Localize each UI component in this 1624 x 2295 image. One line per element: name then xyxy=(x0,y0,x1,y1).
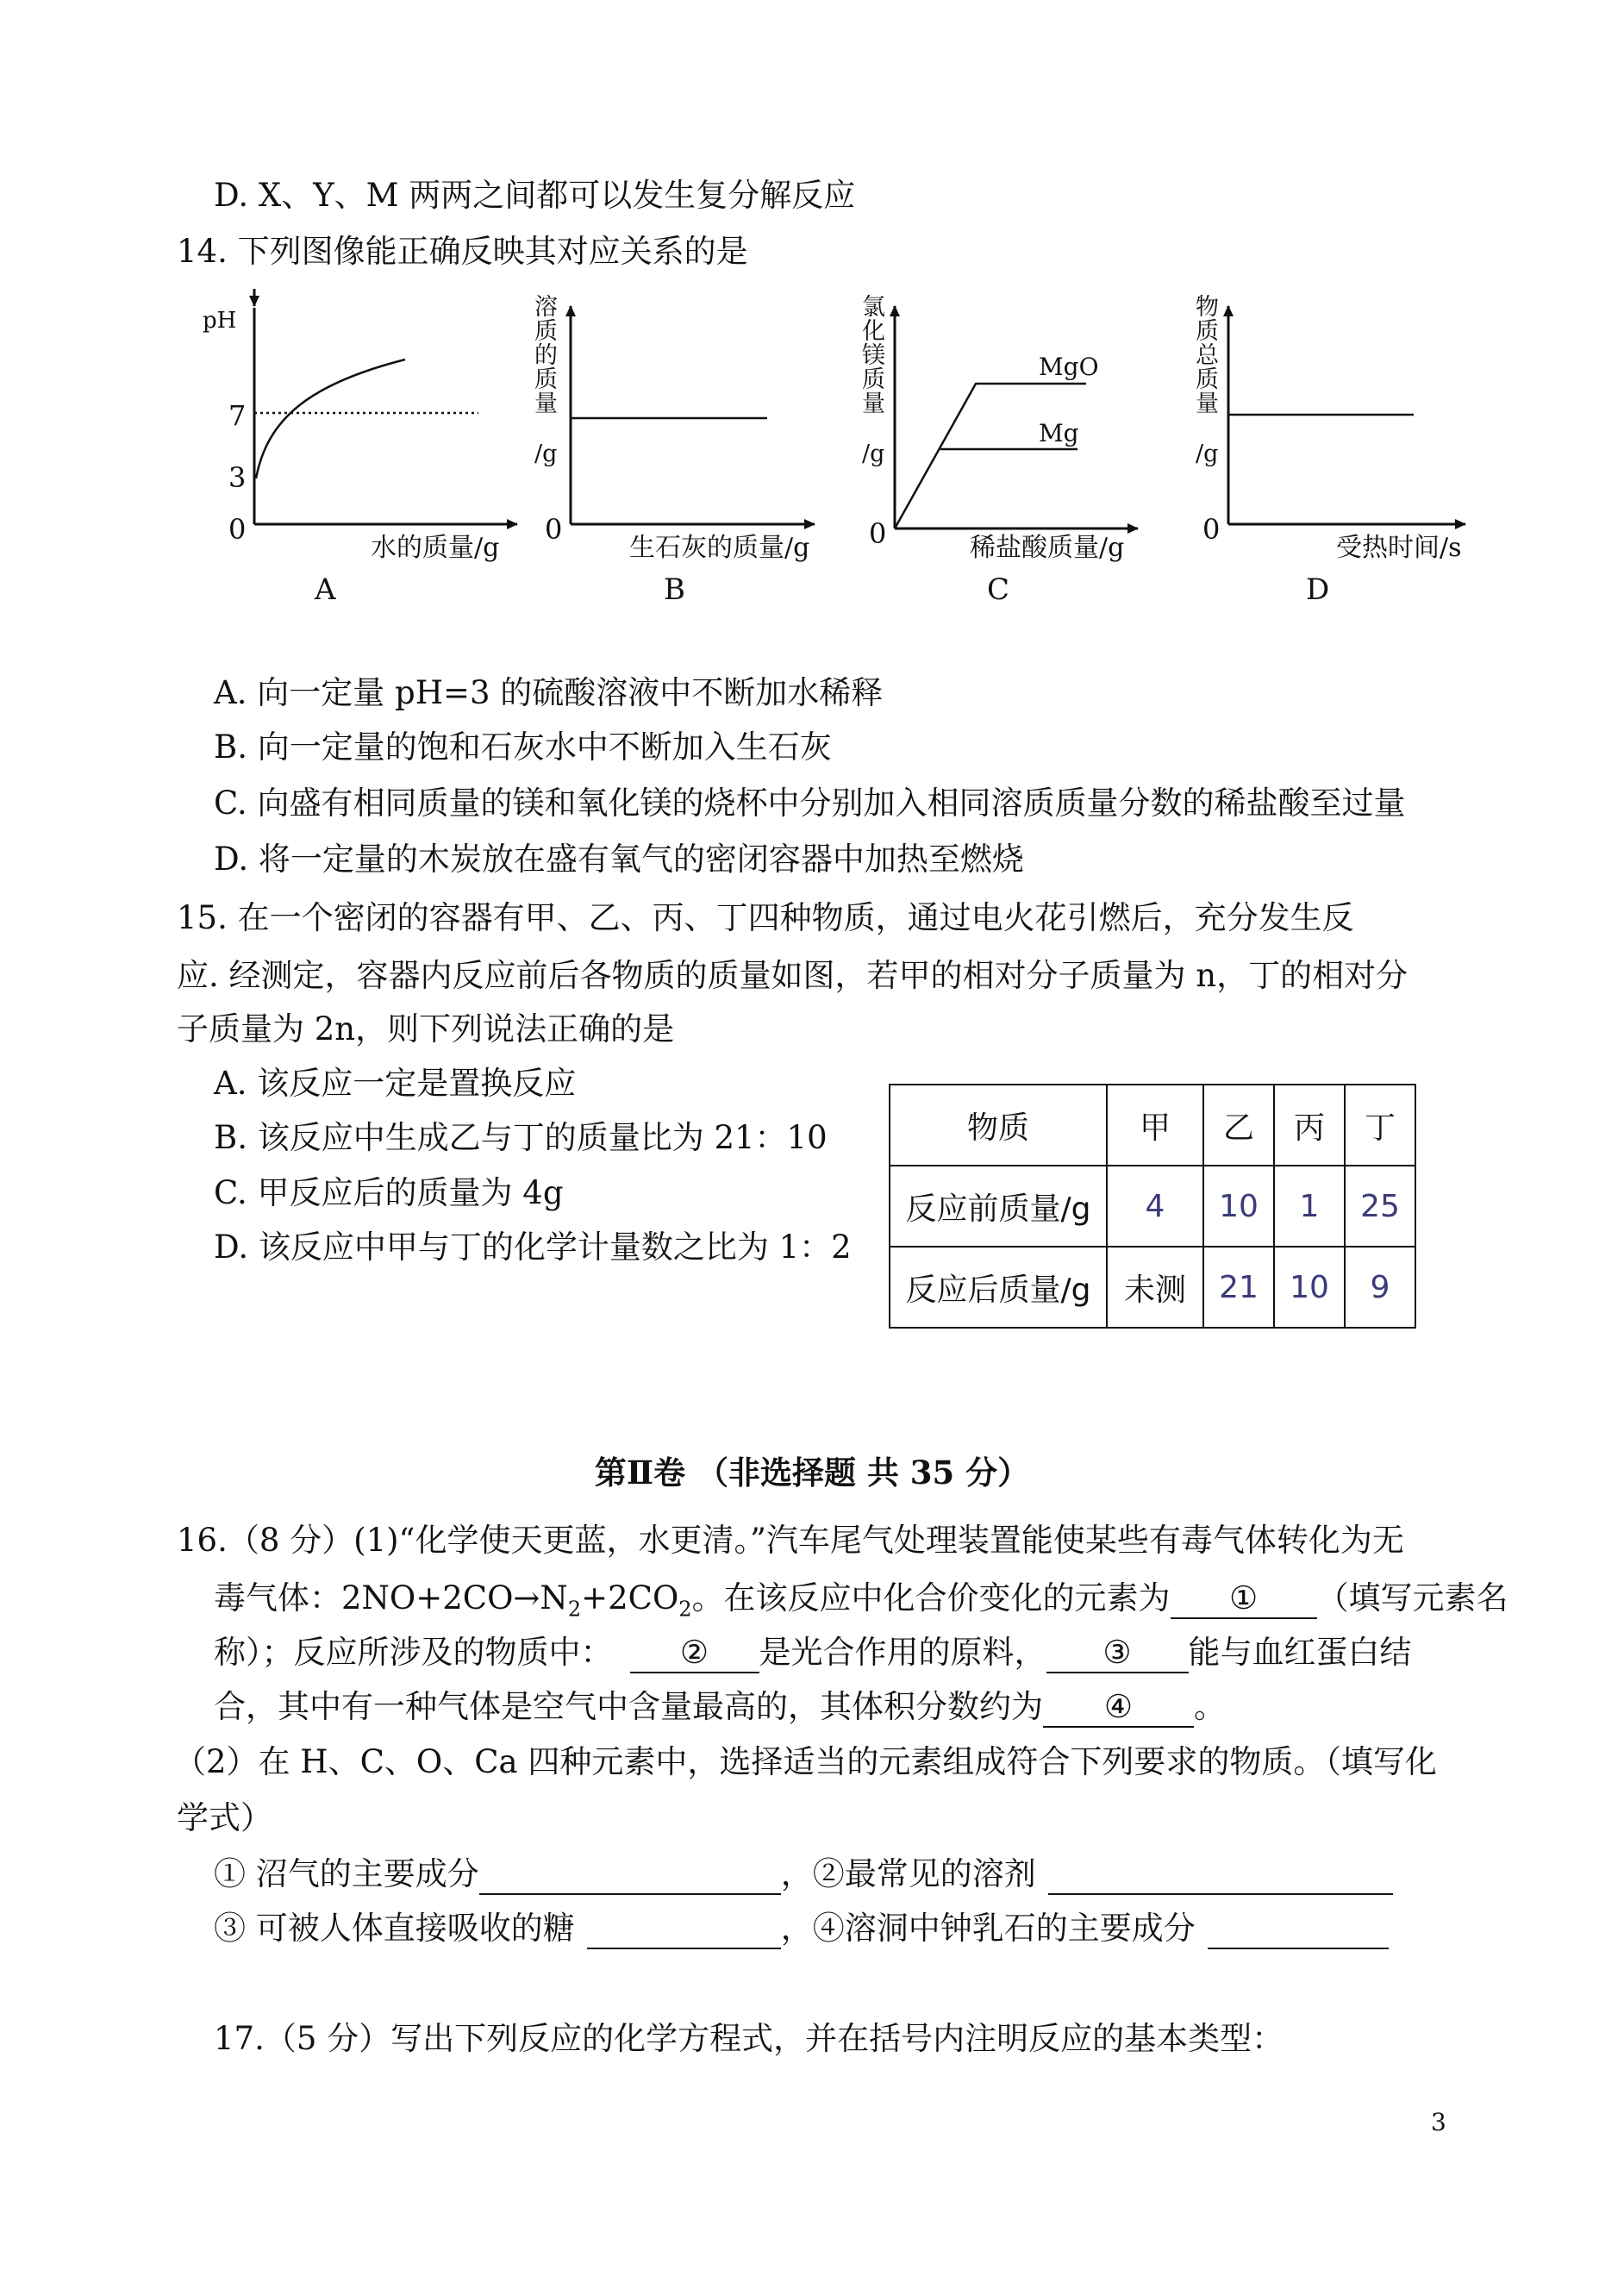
answer-blank-4[interactable]: ④ xyxy=(1043,1688,1194,1728)
q16-line-6: 学式） xyxy=(177,1799,272,1836)
q14-option-c: C. 向盛有相同质量的镁和氧化镁的烧杯中分别加入相同溶质质量分数的稀盐酸至过量 xyxy=(214,785,1406,822)
graph-a-xlabel: 水的质量/g xyxy=(371,533,500,563)
q16-item-label: ① 沼气的主要成分 xyxy=(214,1855,479,1892)
graph-d-xlabel: 受热时间/s xyxy=(1336,533,1462,563)
table-cell: 反应前质量/g xyxy=(890,1166,1107,1247)
q16-row-2 xyxy=(214,1910,1389,1949)
q16-equation-part: +2CO xyxy=(581,1579,679,1617)
graph-a-tick-3: 3 xyxy=(228,461,247,494)
q15-mass-table xyxy=(889,1084,1416,1329)
q16-text: 称）；反应所涉及的物质中： xyxy=(214,1634,613,1671)
q16-line-3 xyxy=(214,1634,1412,1673)
q16-text: 。 xyxy=(1194,1688,1226,1725)
table-header-cell: 乙 xyxy=(1203,1085,1274,1166)
table-cell: 10 xyxy=(1274,1247,1345,1328)
graph-b-origin: 0 xyxy=(545,513,563,546)
graph-c-mgo-line xyxy=(895,384,1086,528)
graph-c xyxy=(862,294,1138,607)
table-cell: 21 xyxy=(1203,1247,1274,1328)
part2-title: 第Ⅱ卷 （非选择题 共 35 分） xyxy=(594,1454,1030,1491)
graph-a xyxy=(203,289,517,607)
q13-option-d: D. X、Y、M 两两之间都可以发生复分解反应 xyxy=(214,177,856,214)
q16-item-label: ，④溶洞中钟乳石的主要成分 xyxy=(780,1910,1196,1947)
page-number: 3 xyxy=(1431,2108,1446,2136)
graph-d-letter: D xyxy=(1306,572,1330,607)
answer-blank-1[interactable]: ① xyxy=(1171,1579,1317,1619)
table-cell: 1 xyxy=(1274,1166,1345,1247)
q16-text: 。在该反应中化合价变化的元素为 xyxy=(691,1579,1171,1617)
table-row xyxy=(890,1085,1415,1166)
q15-stem-line-1: 15. 在一个密闭的容器有甲、乙、丙、丁四种物质，通过电火花引燃后，充分发生反 xyxy=(177,899,1354,936)
graph-d-ylabel: 物 质 总 质 量 /g xyxy=(1196,294,1219,467)
q16-line-1: 16.（8 分）(1)“化学使天更蓝，水更清。”汽车尾气处理装置能使某些有毒气体转化为无 xyxy=(177,1522,1404,1559)
table-cell: 未测 xyxy=(1107,1247,1203,1328)
q16-item-label: ，②最常见的溶剂 xyxy=(780,1855,1036,1892)
graph-c-label-mg: Mg xyxy=(1039,419,1079,447)
graph-c-origin: 0 xyxy=(869,517,887,550)
q15-option-d: D. 该反应中甲与丁的化学计量数之比为 1：2 xyxy=(214,1229,852,1266)
graph-a-tick-7: 7 xyxy=(228,399,247,432)
graph-d-origin: 0 xyxy=(1202,513,1221,546)
answer-blank-7[interactable] xyxy=(587,1910,781,1949)
q16-item-label: ③ 可被人体直接吸收的糖 xyxy=(214,1910,575,1947)
answer-blank-5[interactable] xyxy=(479,1855,781,1895)
graph-a-letter: A xyxy=(315,572,336,607)
table-cell: 9 xyxy=(1345,1247,1415,1328)
graph-a-curve xyxy=(256,360,405,478)
graph-c-letter: C xyxy=(987,572,1010,607)
graph-b-letter: B xyxy=(664,572,685,607)
answer-blank-6[interactable] xyxy=(1048,1855,1393,1895)
q14-option-b: B. 向一定量的饱和石灰水中不断加入生石灰 xyxy=(214,729,832,766)
graph-c-ylabel: 氯 化 镁 质 量 /g xyxy=(862,294,885,467)
graph-c-label-mgo: MgO xyxy=(1039,353,1099,381)
q16-text: （填写元素名 xyxy=(1316,1579,1508,1617)
q16-line-4 xyxy=(214,1688,1226,1728)
q17-stem: 17.（5 分）写出下列反应的化学方程式，并在括号内注明反应的基本类型： xyxy=(214,2020,1284,2057)
answer-blank-2[interactable]: ② xyxy=(630,1634,759,1673)
q16-text: 是光合作用的原料， xyxy=(759,1634,1046,1671)
q15-stem-line-3: 子质量为 2n，则下列说法正确的是 xyxy=(177,1010,675,1047)
table-header-cell: 物质 xyxy=(890,1085,1107,1166)
table-header-cell: 丁 xyxy=(1345,1085,1415,1166)
q14-option-a: A. 向一定量 pH=3 的硫酸溶液中不断加水稀释 xyxy=(214,674,884,711)
table-cell: 反应后质量/g xyxy=(890,1247,1107,1328)
graph-d xyxy=(1196,294,1465,607)
graph-b xyxy=(534,294,815,607)
q16-line-5: （2）在 H、C、O、Ca 四种元素中，选择适当的元素组成符合下列要求的物质。（填写化 xyxy=(174,1743,1437,1780)
q16-line-2 xyxy=(214,1579,1508,1628)
table-cell: 10 xyxy=(1203,1166,1274,1247)
answer-blank-8[interactable] xyxy=(1208,1910,1389,1949)
q14-option-d: D. 将一定量的木炭放在盛有氧气的密闭容器中加热至燃烧 xyxy=(214,841,1024,878)
table-row xyxy=(890,1166,1415,1247)
q14-graphs xyxy=(172,289,1500,621)
answer-blank-3[interactable]: ③ xyxy=(1046,1634,1189,1673)
q15-option-c: C. 甲反应后的质量为 4g xyxy=(214,1174,564,1211)
q16-text: 能与血红蛋白结 xyxy=(1188,1634,1412,1671)
subscript: 2 xyxy=(678,1597,692,1622)
graph-a-ylabel: pH xyxy=(203,308,237,334)
q16-text: 合，其中有一种气体是空气中含量最高的，其体积分数约为 xyxy=(214,1688,1043,1725)
table-header-cell: 甲 xyxy=(1107,1085,1203,1166)
table-cell: 4 xyxy=(1107,1166,1203,1247)
q16-row-1 xyxy=(214,1855,1393,1895)
table-header-cell: 丙 xyxy=(1274,1085,1345,1166)
table-cell: 25 xyxy=(1345,1166,1415,1247)
graph-b-xlabel: 生石灰的质量/g xyxy=(629,533,810,563)
q15-stem-line-2: 应. 经测定，容器内反应前后各物质的质量如图，若甲的相对分子质量为 n，丁的相对分 xyxy=(177,957,1409,994)
q15-option-a: A. 该反应一定是置换反应 xyxy=(214,1065,577,1102)
q14-stem: 14. 下列图像能正确反映其对应关系的是 xyxy=(177,233,748,270)
graph-b-ylabel: 溶 质 的 质 量 /g xyxy=(534,294,558,467)
table-row xyxy=(890,1247,1415,1328)
subscript: 2 xyxy=(567,1597,582,1622)
graph-a-origin: 0 xyxy=(228,513,247,546)
q16-equation-part: 毒气体：2NO+2CO→N xyxy=(214,1579,568,1617)
graph-c-xlabel: 稀盐酸质量/g xyxy=(970,533,1125,563)
q15-option-b: B. 该反应中生成乙与丁的质量比为 21：10 xyxy=(214,1119,828,1156)
